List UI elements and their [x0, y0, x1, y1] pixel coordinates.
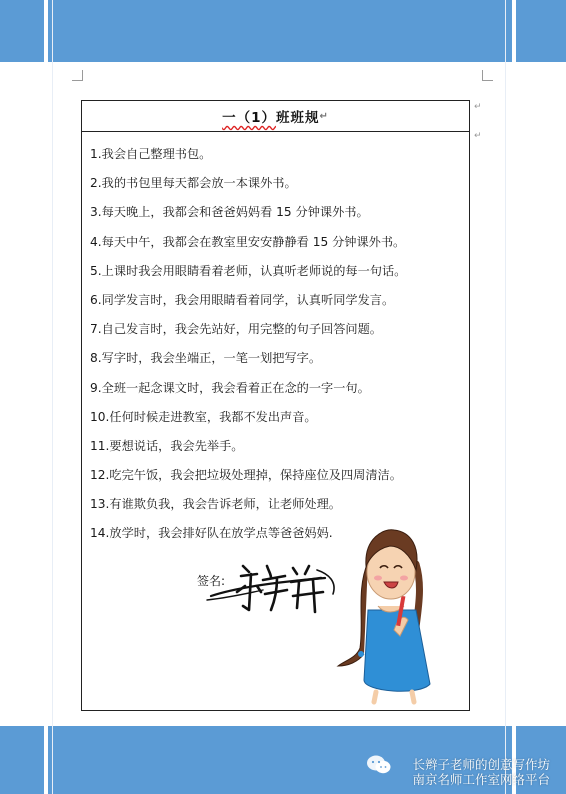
rule-item: 6.同学发言时，我会用眼睛看着同学，认真听同学发言。 [90, 292, 395, 307]
rule-item: 5.上课时我会用眼睛看着老师，认真听老师说的每一句话。 [90, 263, 407, 278]
watermark-text [412, 757, 550, 787]
rule-item: 13.有谁欺负我，我会告诉老师，让老师处理。 [90, 497, 341, 512]
cartoon-girl-illustration [334, 520, 444, 706]
rule-item: 9.全班一起念课文时，我会看着正在念的一字一句。 [90, 380, 370, 395]
page-guide-line-right [512, 0, 516, 794]
title-prefix: 一（1） [222, 110, 276, 126]
margin-corner-top-right [482, 70, 493, 81]
cell-end-mark: ↵ [474, 131, 482, 141]
margin-corner-top-left [72, 70, 83, 81]
rule-item: 8.写字时，我会坐端正，一笔一划把写字。 [90, 351, 322, 366]
top-background-band [0, 0, 566, 62]
watermark-line-2: 南京名师工作室网络平台 [412, 772, 550, 787]
rule-item: 12.吃完午饭，我会把垃圾处理掉，保持座位及四周清洁。 [90, 468, 402, 483]
handwritten-signature [205, 552, 345, 624]
page-title [82, 101, 469, 132]
rule-item: 7.自己发言时，我会先站好，用完整的句子回答问题。 [90, 322, 382, 337]
rule-item: 3.每天晚上，我都会和爸爸妈妈看 15 分钟课外书。 [90, 205, 369, 220]
rule-item: 10.任何时候走进教室，我都不发出声音。 [90, 409, 317, 424]
page-guide-thin-right [505, 0, 506, 794]
page-guide-line-left [44, 0, 48, 794]
title-main: 班班规 [276, 110, 320, 126]
cell-end-mark: ↵ [474, 102, 482, 112]
wechat-icon [366, 754, 392, 776]
rules-list [82, 132, 469, 549]
rule-item: 4.每天中午，我都会在教室里安安静静看 15 分钟课外书。 [90, 234, 406, 249]
rule-item: 1.我会自己整理书包。 [90, 147, 212, 161]
watermark-line-1: 长辫子老师的创意写作坊 [412, 757, 550, 772]
rule-item: 11.要想说话，我会先举手。 [90, 438, 244, 453]
rule-item: 14.放学时，我会排好队在放学点等爸爸妈妈. [90, 526, 333, 541]
rule-item: 2.我的书包里每天都会放一本课外书。 [90, 176, 297, 191]
page-guide-thin-left [52, 0, 53, 794]
paragraph-mark: ↵ [319, 110, 329, 122]
signature-label: 签名: [197, 574, 226, 588]
